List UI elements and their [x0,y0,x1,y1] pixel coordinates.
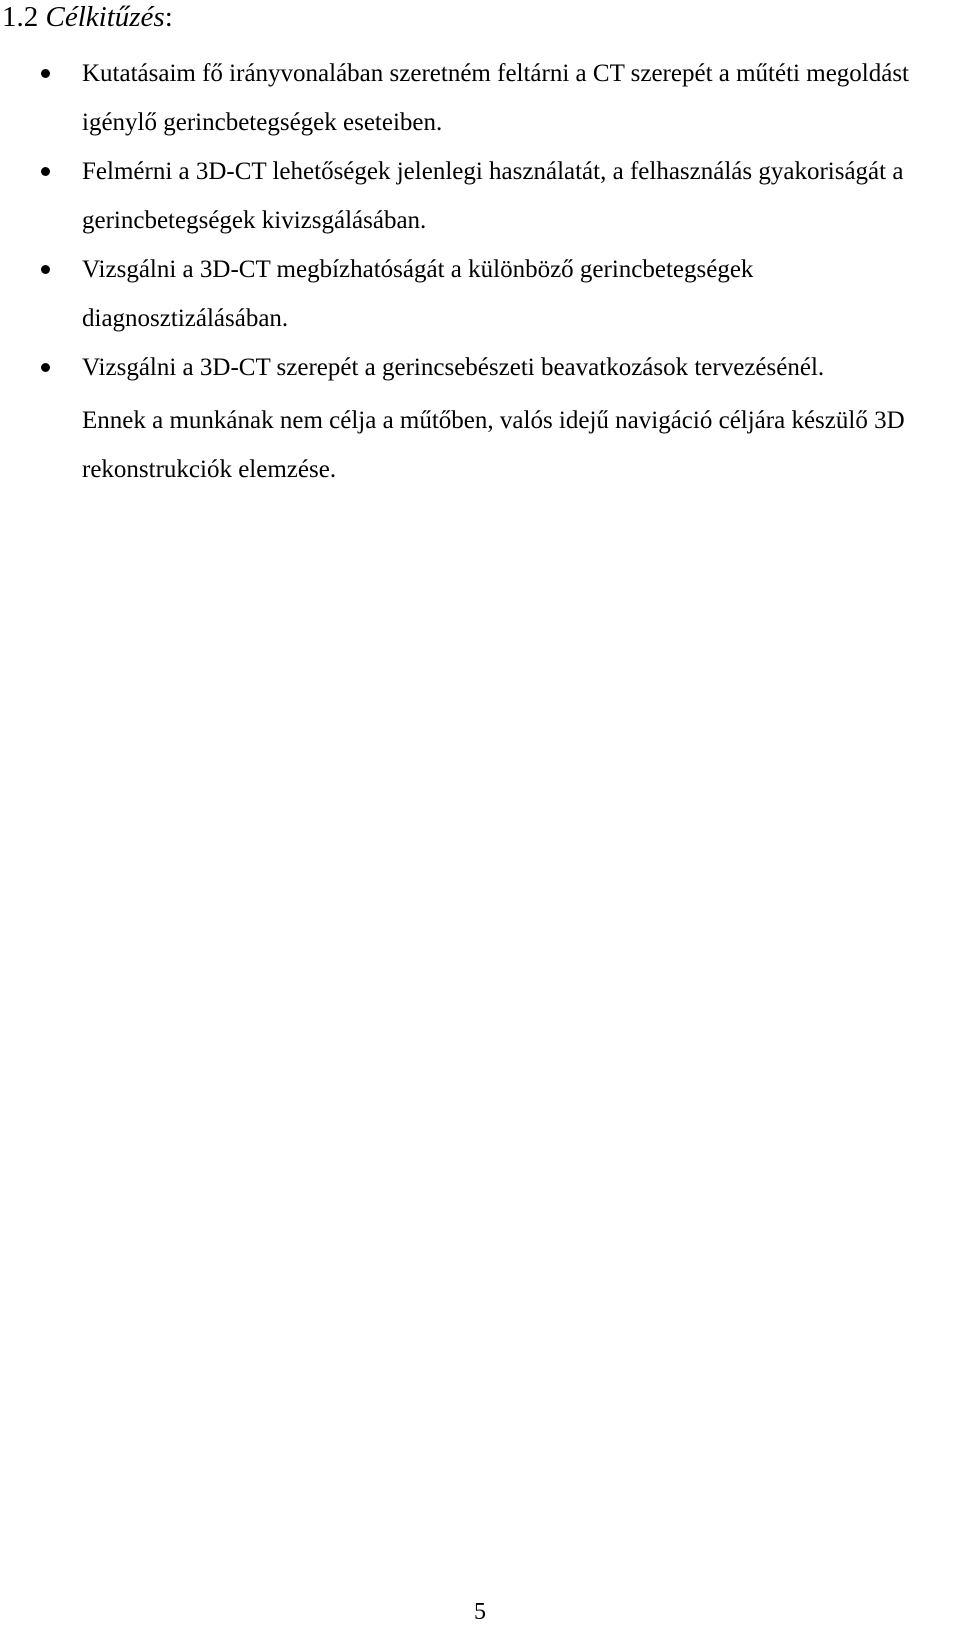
objectives-list [0,49,960,392]
list-item [0,147,960,245]
list-item-text: Vizsgálni a 3D-CT szerepét a gerincsebészeti beavatkozások tervezésénél. [82,354,825,381]
scope-note-paragraph: Ennek a munkának nem célja a műtőben, valós idejű navigáció céljára készülő 3D rekonstrukciók elemzése. [82,407,905,483]
list-item-text: Kutatásaim fő irányvonalában szeretném feltárni a CT szerepét a műtéti megoldást igénylő gerincbetegségek eseteiben. [82,60,910,136]
page-number: 5 [474,1599,486,1625]
bullet-icon [41,69,50,78]
bullet-icon [41,265,50,274]
section-colon: : [164,1,173,33]
bullet-icon [41,363,50,372]
section-number: 1.2 [2,1,39,33]
section-title: Célkitűzés [45,1,165,33]
list-item-text: Vizsgálni a 3D-CT megbízhatóságát a különböző gerincbetegségek diagnosztizálásában. [82,256,754,332]
list-item [0,343,960,392]
list-item [0,245,960,343]
bullet-icon [41,167,50,176]
list-item-text: Felmérni a 3D-CT lehetőségek jelenlegi használatát, a felhasználás gyakoriságát a gerincbetegségek kivizsgálásában. [82,158,904,234]
list-item [0,49,960,147]
section-heading [2,0,173,34]
